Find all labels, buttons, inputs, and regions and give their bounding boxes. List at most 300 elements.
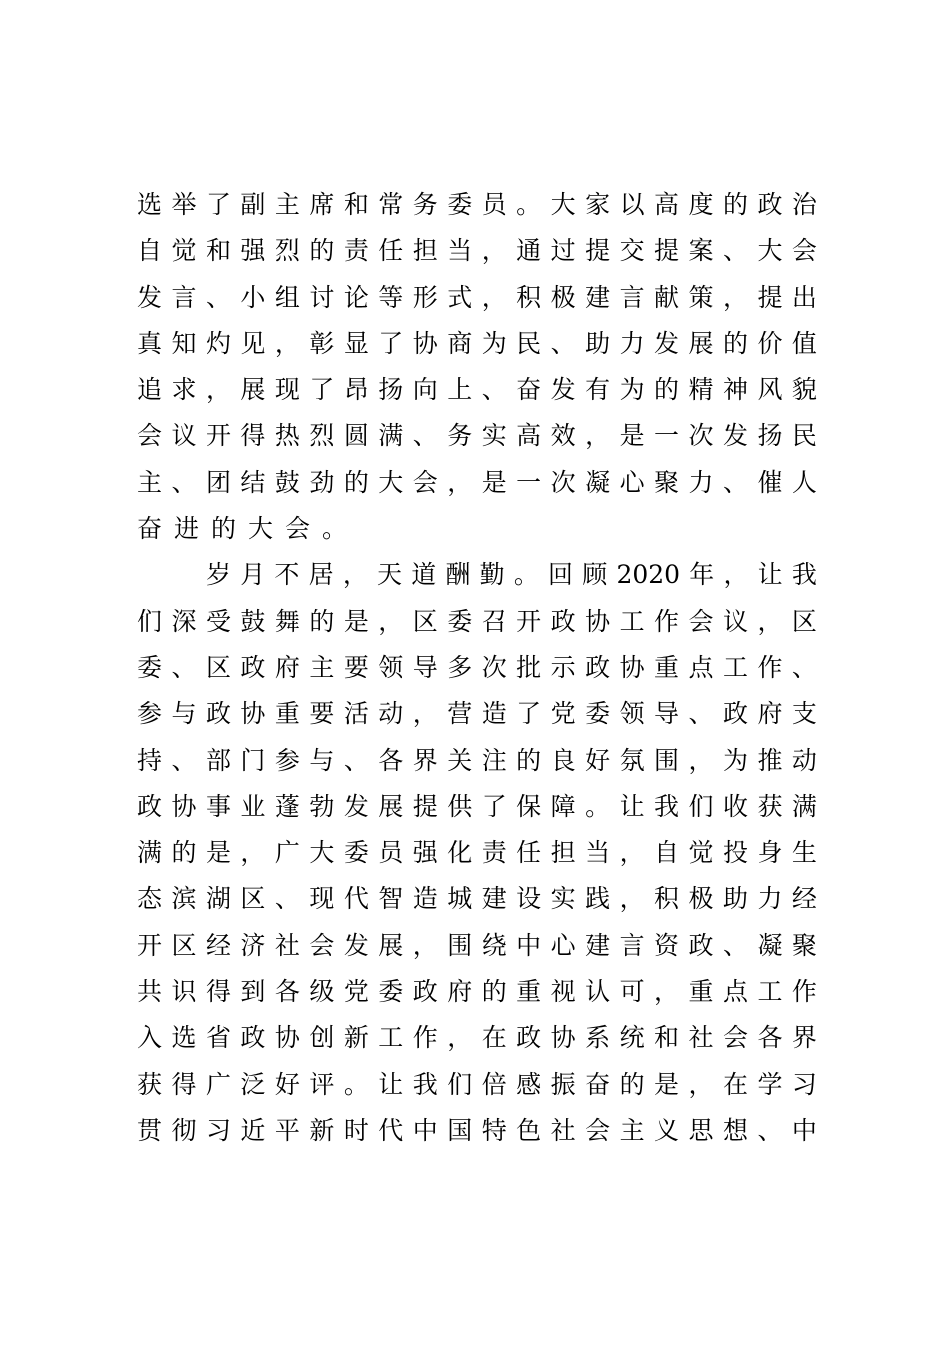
- text-char: 效: [550, 421, 576, 451]
- text-char: 民: [791, 421, 817, 451]
- text-char: 围: [654, 745, 680, 775]
- text-char: 领: [619, 699, 645, 729]
- text-char: 门: [240, 745, 266, 775]
- text-char: ，: [481, 236, 507, 266]
- text-char: 委: [585, 699, 611, 729]
- text-char: 是: [654, 1069, 680, 1099]
- text-char: 政: [240, 652, 266, 682]
- text-char: 圆: [343, 421, 369, 451]
- text-char: 示: [550, 652, 576, 682]
- text-char: 组: [274, 282, 300, 312]
- text-char: 烈: [309, 421, 335, 451]
- text-char: 灼: [205, 328, 231, 358]
- text-char: 视: [550, 977, 576, 1007]
- text-char: 广: [274, 838, 300, 868]
- text-char: 热: [274, 421, 300, 451]
- text-char: 协: [171, 791, 197, 821]
- text-char: 展: [378, 791, 404, 821]
- text-char: 获: [137, 1069, 163, 1099]
- text-char: 政: [688, 930, 714, 960]
- text-char: 言: [619, 282, 645, 312]
- text-char: 现: [309, 884, 335, 914]
- text-char: 动: [791, 745, 817, 775]
- text-char: 获: [757, 791, 783, 821]
- text-char: 时: [343, 1115, 369, 1145]
- text-char: 党: [343, 977, 369, 1007]
- text-char: 满: [378, 421, 404, 451]
- text-char: 经: [791, 884, 817, 914]
- text-char: 通: [516, 236, 542, 266]
- text-char: 献: [654, 282, 680, 312]
- text-char: 各: [378, 745, 404, 775]
- text-line: [137, 460, 817, 506]
- text-char: 营: [447, 699, 473, 729]
- text-char: 的: [481, 977, 507, 1007]
- text-char: 积: [516, 282, 542, 312]
- text-char: 力: [757, 884, 783, 914]
- text-char: ，: [274, 328, 300, 358]
- text-char: 习: [791, 1069, 817, 1099]
- text-char: 助: [722, 884, 748, 914]
- text-char: 一: [654, 421, 680, 451]
- text-line: [137, 923, 817, 969]
- text-char: 资: [654, 930, 680, 960]
- text-char: 的: [619, 1069, 645, 1099]
- text-char: 与: [309, 745, 335, 775]
- text-char: 会: [585, 1115, 611, 1145]
- text-char: 风: [757, 375, 783, 405]
- text-char: ，: [240, 838, 266, 868]
- text-char: 责: [481, 838, 507, 868]
- text-char: 奋: [585, 1069, 611, 1099]
- text-char: 言: [171, 282, 197, 312]
- text-char: 烈: [274, 236, 300, 266]
- text-char: 昂: [343, 375, 369, 405]
- text-char: 中: [791, 1115, 817, 1145]
- text-char: 建: [585, 282, 611, 312]
- text-char: 府: [447, 977, 473, 1007]
- text-char: 担: [550, 838, 576, 868]
- text-line: [137, 1108, 817, 1154]
- text-char: 追: [137, 375, 163, 405]
- text-char: 知: [171, 328, 197, 358]
- text-char: 开: [205, 421, 231, 451]
- text-char: 岁: [206, 560, 232, 590]
- text-char: 为: [722, 745, 748, 775]
- text-char: 度: [688, 190, 714, 219]
- text-char: 言: [619, 930, 645, 960]
- text-char: 到: [240, 977, 266, 1007]
- text-char: 是: [481, 467, 507, 497]
- text-char: 极: [550, 282, 576, 312]
- text-char: 聚: [791, 930, 817, 960]
- text-char: 发: [137, 282, 163, 312]
- text-char: 显: [343, 328, 369, 358]
- text-char: 觉: [688, 838, 714, 868]
- text-char: 主: [137, 467, 163, 497]
- text-char: 围: [447, 930, 473, 960]
- text-char: 积: [654, 884, 680, 914]
- text-char: 一: [516, 467, 542, 497]
- text-char: 造: [412, 884, 438, 914]
- text-char: 身: [757, 838, 783, 868]
- text-char: 代: [343, 884, 369, 914]
- text-char: 区: [791, 606, 817, 636]
- text-char: ，: [688, 1069, 714, 1099]
- text-char: 主: [274, 190, 300, 219]
- text-char: 作: [412, 1023, 438, 1053]
- text-char: 工: [619, 606, 645, 636]
- text-char: 形: [412, 282, 438, 312]
- text-char: 次: [481, 652, 507, 682]
- text-char: 助: [585, 328, 611, 358]
- text-char: 参: [137, 699, 163, 729]
- text-char: 神: [722, 375, 748, 405]
- text-char: 政: [137, 791, 163, 821]
- text-char: 过: [550, 236, 576, 266]
- text-char: 。: [585, 791, 611, 821]
- text-char: 政: [412, 977, 438, 1007]
- text-char: 、: [791, 652, 817, 682]
- text-char: 重: [516, 977, 542, 1007]
- text-char: 贯: [137, 1115, 163, 1145]
- text-line: [137, 367, 817, 413]
- text-char: 强: [240, 236, 266, 266]
- text-char: 、: [481, 375, 507, 405]
- text-char: 践: [585, 884, 611, 914]
- text-char: 高: [516, 421, 542, 451]
- text-char: 团: [205, 467, 231, 497]
- text-char: 实: [481, 421, 507, 451]
- text-char: 提: [412, 791, 438, 821]
- text-char: 受: [205, 606, 231, 636]
- text-char: 、: [274, 884, 300, 914]
- text-char: 政: [550, 606, 576, 636]
- text-char: 深: [171, 606, 197, 636]
- text-char: 常: [378, 190, 404, 219]
- text-char: 案: [688, 236, 714, 266]
- text-char: 投: [722, 838, 748, 868]
- text-char: 业: [240, 791, 266, 821]
- text-char: 了: [516, 699, 542, 729]
- text-char: 统: [619, 1023, 645, 1053]
- text-char: 部: [205, 745, 231, 775]
- text-char: 自: [137, 236, 163, 266]
- text-char: 的: [516, 745, 542, 775]
- text-char: 心: [550, 930, 576, 960]
- text-char: 极: [688, 884, 714, 914]
- text-char: ，: [619, 884, 645, 914]
- text-char: 民: [516, 328, 542, 358]
- text-char: 泛: [240, 1069, 266, 1099]
- text-line: [137, 321, 817, 367]
- text-char: 高: [654, 190, 680, 219]
- text-char: 、: [171, 745, 197, 775]
- text-char: 道: [411, 560, 437, 590]
- text-char: ，: [481, 282, 507, 312]
- text-char: 振: [550, 1069, 576, 1099]
- text-char: 、: [722, 467, 748, 497]
- text-char: 当: [585, 838, 611, 868]
- text-char: 展: [378, 930, 404, 960]
- text-char: 务: [412, 190, 438, 219]
- text-char: 省: [205, 1023, 231, 1053]
- text-char: ，: [585, 421, 611, 451]
- text-char: 国: [447, 1115, 473, 1145]
- text-char: 界: [791, 1023, 817, 1053]
- text-char: 重: [688, 977, 714, 1007]
- text-char: 交: [619, 236, 645, 266]
- text-char: 策: [688, 282, 714, 312]
- text-char: 建: [481, 884, 507, 914]
- text-char: 顾: [582, 560, 608, 590]
- text-char: 城: [447, 884, 473, 914]
- text-char: 治: [791, 190, 817, 219]
- text-char: 年: [689, 560, 715, 590]
- text-char: 化: [447, 838, 473, 868]
- text-char: 议: [722, 606, 748, 636]
- text-char: 责: [343, 236, 369, 266]
- text-char: 协: [550, 1023, 576, 1053]
- text-char: 参: [274, 745, 300, 775]
- text-char: 委: [343, 838, 369, 868]
- text-char: 政: [585, 652, 611, 682]
- text-char: 、: [171, 652, 197, 682]
- text-char: 评: [309, 1069, 335, 1099]
- text-char: 貌: [791, 375, 817, 405]
- text-char: 我: [791, 560, 817, 590]
- text-char: 开: [137, 930, 163, 960]
- text-char: 造: [481, 699, 507, 729]
- text-char: 鼓: [274, 467, 300, 497]
- text-char: 商: [447, 328, 473, 358]
- text-char: 发: [343, 930, 369, 960]
- text-char: 觉: [171, 236, 197, 266]
- text-char: 满: [137, 838, 163, 868]
- text-char: 感: [516, 1069, 542, 1099]
- text-char: 区: [412, 606, 438, 636]
- text-char: 政: [240, 1023, 266, 1053]
- text-char: 、: [205, 282, 231, 312]
- text-char: 了: [205, 190, 231, 219]
- text-char: 务: [447, 421, 473, 451]
- text-char: ，: [447, 1023, 473, 1053]
- text-char: 的: [722, 328, 748, 358]
- text-char: 在: [481, 1023, 507, 1053]
- text-char: 扬: [757, 421, 783, 451]
- text-char: 注: [481, 745, 507, 775]
- text-char: 等: [378, 282, 404, 312]
- text-char: 好: [274, 1069, 300, 1099]
- text-char: ，: [722, 282, 748, 312]
- text-line: [137, 1062, 817, 1108]
- text-char: 多: [447, 652, 473, 682]
- text-char: ，: [447, 467, 473, 497]
- text-char: 勃: [309, 791, 335, 821]
- text-char: 政: [722, 699, 748, 729]
- text-char: 的: [309, 236, 335, 266]
- text-line: [137, 1015, 817, 1061]
- text-char: 天: [377, 560, 403, 590]
- text-char: 系: [585, 1023, 611, 1053]
- text-char: 关: [447, 745, 473, 775]
- text-char: 良: [550, 745, 576, 775]
- text-char: 议: [171, 421, 197, 451]
- text-char: 重: [274, 699, 300, 729]
- text-char: 们: [447, 1069, 473, 1099]
- text-char: 。: [513, 560, 539, 590]
- text-char: 、: [757, 1115, 783, 1145]
- text-char: 是: [205, 838, 231, 868]
- text-char: 论: [343, 282, 369, 312]
- text-char: 级: [309, 977, 335, 1007]
- text-char: 、: [722, 236, 748, 266]
- text-char: 社: [688, 1023, 714, 1053]
- text-char: 上: [447, 375, 473, 405]
- text-char: 障: [550, 791, 576, 821]
- text-char: 式: [447, 282, 473, 312]
- text-char: 会: [412, 467, 438, 497]
- text-char: 会: [137, 421, 163, 451]
- text-char: 持: [137, 745, 163, 775]
- text-char: 、: [722, 930, 748, 960]
- text-char: 发: [343, 791, 369, 821]
- text-char: 要: [343, 652, 369, 682]
- text-line: [137, 738, 817, 784]
- text-char: ，: [412, 930, 438, 960]
- text-char: 主: [619, 1115, 645, 1145]
- text-char: 新: [309, 1115, 335, 1145]
- text-char: 在: [722, 1069, 748, 1099]
- text-char: 政: [516, 1023, 542, 1053]
- paragraph-end-line: 奋进的大会。: [137, 514, 360, 544]
- text-char: 。: [343, 1069, 369, 1099]
- text-char: 倍: [481, 1069, 507, 1099]
- text-char: 作: [791, 977, 817, 1007]
- text-char: 广: [205, 1069, 231, 1099]
- text-char: 新: [343, 1023, 369, 1053]
- text-char: 当: [447, 236, 473, 266]
- text-char: 会: [688, 606, 714, 636]
- text-char: 批: [516, 652, 542, 682]
- text-char: 小: [240, 282, 266, 312]
- text-char: 月: [240, 560, 266, 590]
- text-char: 发: [550, 375, 576, 405]
- text-char: ，: [688, 745, 714, 775]
- text-char: 共: [137, 977, 163, 1007]
- text-char: 重: [654, 652, 680, 682]
- text-char: 委: [447, 190, 473, 219]
- text-char: 社: [274, 930, 300, 960]
- text-char: 选: [171, 1023, 197, 1053]
- text-char: 工: [722, 652, 748, 682]
- text-char: 开: [516, 606, 542, 636]
- text-char: 导: [654, 699, 680, 729]
- text-char: 各: [274, 977, 300, 1007]
- text-char: 提: [585, 236, 611, 266]
- text-char: ，: [412, 699, 438, 729]
- text-char: 和: [205, 236, 231, 266]
- text-char: 生: [791, 838, 817, 868]
- text-char: 让: [378, 1069, 404, 1099]
- text-char: 认: [585, 977, 611, 1007]
- paragraph-start-line: [137, 552, 817, 598]
- text-char: 社: [550, 1115, 576, 1145]
- text-char: 党: [550, 699, 576, 729]
- text-char: 事: [205, 791, 231, 821]
- text-char: 滨: [171, 884, 197, 914]
- text-char: 员: [481, 190, 507, 219]
- text-char: 2020: [616, 560, 681, 590]
- text-char: 协: [240, 699, 266, 729]
- text-char: 区: [171, 930, 197, 960]
- text-char: 价: [757, 328, 783, 358]
- text-char: 的: [309, 606, 335, 636]
- text-char: 委: [447, 606, 473, 636]
- text-char: 、: [171, 467, 197, 497]
- text-char: 中: [412, 1115, 438, 1145]
- text-char: 了: [481, 791, 507, 821]
- text-char: 次: [550, 467, 576, 497]
- text-char: 建: [585, 930, 611, 960]
- text-line: [137, 645, 817, 691]
- text-char: 任: [378, 236, 404, 266]
- text-line: [137, 784, 817, 830]
- text-char: 绕: [481, 930, 507, 960]
- text-char: 、: [412, 421, 438, 451]
- text-char: 和: [343, 190, 369, 219]
- text-char: 自: [654, 838, 680, 868]
- text-char: 和: [654, 1023, 680, 1053]
- text-char: 次: [688, 421, 714, 451]
- text-char: 的: [654, 375, 680, 405]
- text-char: 入: [137, 1023, 163, 1053]
- text-char: 协: [412, 328, 438, 358]
- text-char: 近: [240, 1115, 266, 1145]
- text-char: ，: [757, 606, 783, 636]
- text-char: 得: [205, 977, 231, 1007]
- text-char: 工: [757, 977, 783, 1007]
- text-char: 回: [548, 560, 574, 590]
- text-char: 力: [619, 328, 645, 358]
- text-char: 我: [654, 791, 680, 821]
- text-char: 举: [171, 190, 197, 219]
- text-char: 求: [171, 375, 197, 405]
- text-char: 是: [343, 606, 369, 636]
- text-char: 大: [378, 467, 404, 497]
- text-char: 催: [757, 467, 783, 497]
- text-char: 大: [550, 190, 576, 219]
- text-line: [137, 691, 817, 737]
- text-char: 色: [516, 1115, 542, 1145]
- text-char: 人: [791, 467, 817, 497]
- text-char: 府: [757, 699, 783, 729]
- text-char: 勤: [479, 560, 505, 590]
- text-line: [137, 275, 817, 321]
- text-char: 以: [619, 190, 645, 219]
- text-char: 识: [171, 977, 197, 1007]
- text-char: 值: [791, 328, 817, 358]
- text-char: 不: [274, 560, 300, 590]
- text-char: 扬: [378, 375, 404, 405]
- text-char: 政: [757, 190, 783, 219]
- text-char: 向: [412, 375, 438, 405]
- text-char: 学: [757, 1069, 783, 1099]
- text-char: 作: [654, 606, 680, 636]
- text-char: 智: [378, 884, 404, 914]
- text-char: 、: [688, 699, 714, 729]
- text-char: 区: [205, 652, 231, 682]
